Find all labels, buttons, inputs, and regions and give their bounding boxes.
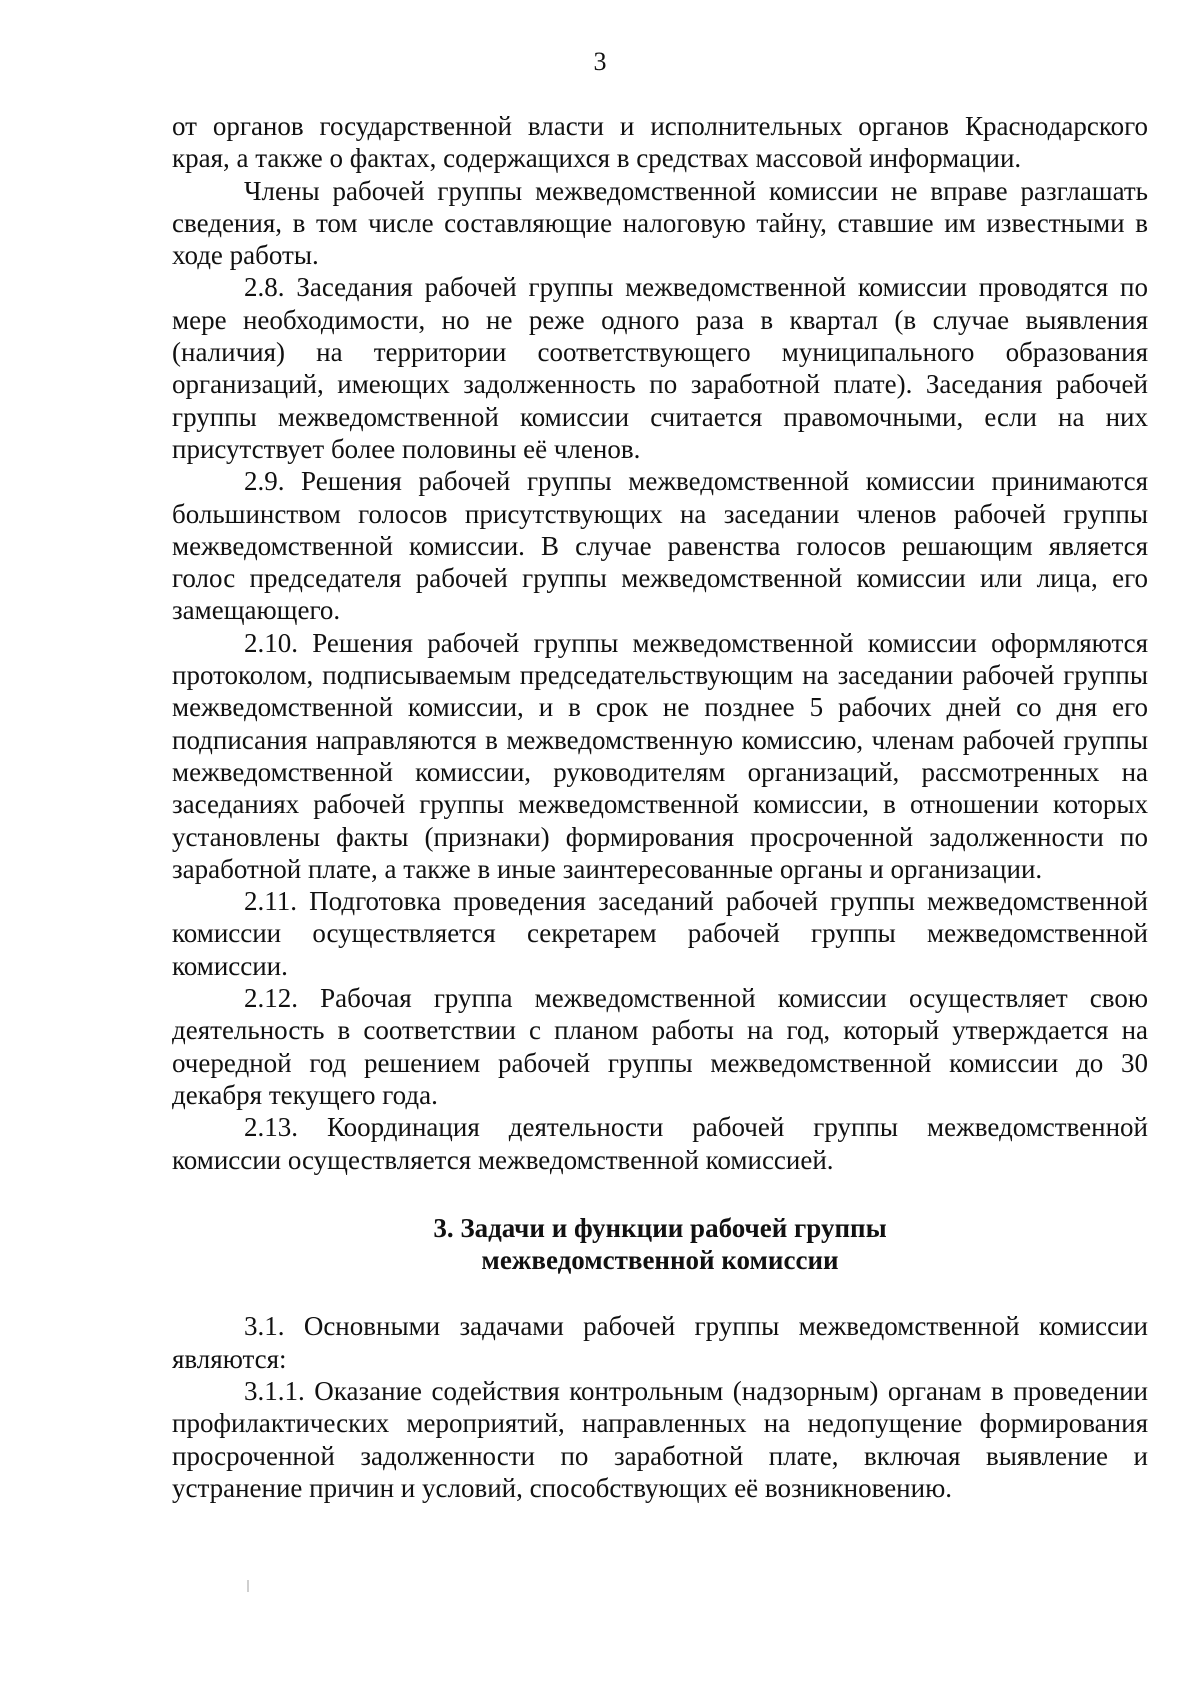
paragraph-3-1: 3.1. Основными задачами рабочей группы межведомственной комиссии являются: [172,1311,1148,1374]
paragraph-2-8: 2.8. Заседания рабочей группы межведомственной комиссии проводятся по мере необходимости, но не реже одного раза в квартал (в случае выявления (наличия) на территории соответствующего муниципального образования организаций, имеющих задолженность по заработной плате). Заседания рабочей группы межведомственной комиссии считается правомочными, если на них присутствует более половины её членов. [172,272,1148,464]
scan-artifact [247,1580,249,1592]
paragraph-2-13: 2.13. Координация деятельности рабочей группы межведомственной комиссии осуществляется межведомственной комиссией. [172,1112,1148,1175]
page-number: 3 [593,47,607,76]
section-heading-line-1: 3. Задачи и функции рабочей группы [433,1212,887,1243]
document-body [172,110,1148,1504]
section-heading [172,1212,1148,1277]
paragraph-2-9: 2.9. Решения рабочей группы межведомственной комиссии принимаются большинством голосов присутствующих на заседании членов рабочей группы межведомственной комиссии. В случае равенства голосов решающим является голос председателя рабочей группы межведомственной комиссии или лица, его замещающего. [172,466,1148,626]
paragraph-continuation: от органов государственной власти и исполнительных органов Краснодарского края, а также о фактах, содержащихся в средствах массовой информации. [172,111,1148,174]
paragraph-confidentiality: Члены рабочей группы межведомственной комиссии не вправе разглашать сведения, в том числе составляющие налоговую тайну, ставшие им известными в ходе работы. [172,175,1148,271]
paragraph-2-12: 2.12. Рабочая группа межведомственной комиссии осуществляет свою деятельность в соответствии с планом работы на год, который утверждается на очередной год решением рабочей группы межведомственной комиссии до 30 декабря текущего года. [172,983,1148,1110]
paragraph-3-1-1: 3.1.1. Оказание содействия контрольным (надзорным) органам в проведении профилактических мероприятий, направленных на недопущение формирования просроченной задолженности по заработной плате, включая выявление и устранение причин и условий, способствующих её возникновению. [172,1375,1148,1503]
paragraph-2-10: 2.10. Решения рабочей группы межведомственной комиссии оформляются протоколом, подписываемым председательствующим на заседании рабочей группы межведомственной комиссии, и в срок не позднее 5 рабочих дней со дня его подписания направляются в межведомственную комиссию, членам рабочей группы межведомственной комиссии, руководителям организаций, рассмотренных на заседаниях рабочей группы межведомственной комиссии, в отношении которых установлены факты (признаки) формирования просроченной задолженности по заработной плате, а также в иные заинтересованные органы и организации. [172,627,1148,884]
paragraph-2-11: 2.11. Подготовка проведения заседаний рабочей группы межведомственной комиссии осуществляется секретарем рабочей группы межведомственной комиссии. [172,886,1148,981]
section-heading-line-2: межведомственной комиссии [481,1245,839,1276]
